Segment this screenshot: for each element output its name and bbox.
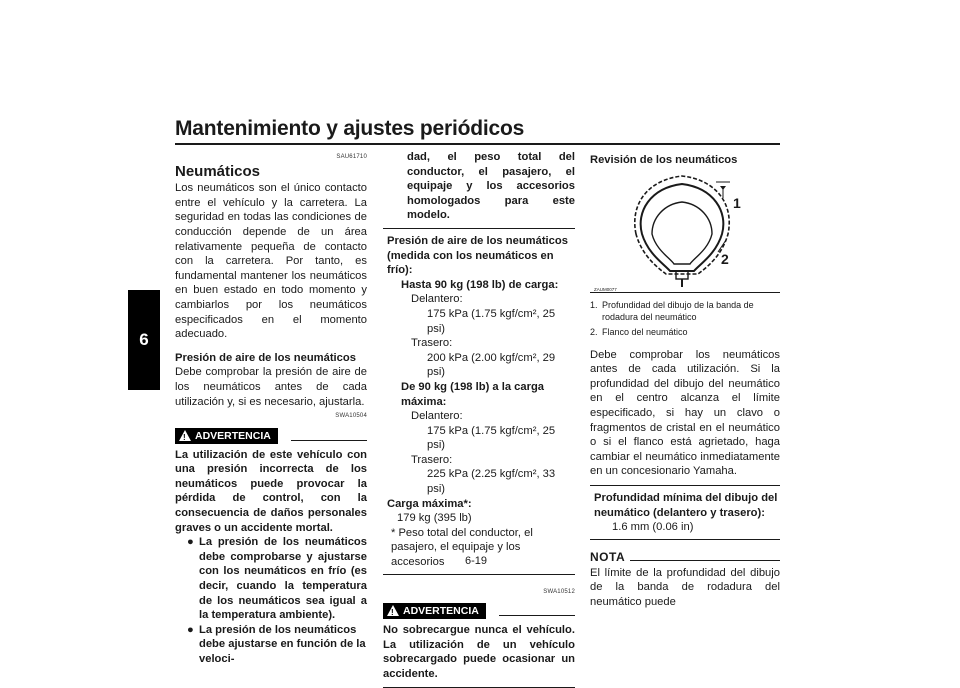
bullet-continuation: dad, el peso total del conductor, el pasajero, el equipaje y los accesorios homologados para este modelo.	[407, 151, 575, 222]
header-rule	[175, 143, 780, 145]
spec-title: Presión de aire de los neumáticos (medida con los neumáticos en frío):	[387, 234, 568, 277]
pressure-spec	[383, 229, 575, 574]
subsection-paragraph: Debe comprobar la presión de aire de los neumáticos antes de cada utilización y, si es necesario, ajustarla.	[175, 366, 367, 408]
warning-bullet	[187, 535, 367, 623]
spec-title: Profundidad mínima del dibujo del neumático (delantero y trasero):	[594, 491, 778, 519]
page-number: 6-19	[465, 555, 488, 567]
legend-number: 1.	[590, 299, 598, 310]
warning-label: ADVERTENCIA	[195, 429, 271, 442]
front-label: Delantero:	[411, 410, 463, 423]
warning-text: La utilización de este vehículo con una presión incorrecta de los neumáticos puede provocar la pérdida de control, con la consecuencia de daños personales graves o un accidente mortal.	[175, 448, 367, 534]
front-value: 175 kPa (1.75 kgf/cm², 25 psi)	[427, 307, 556, 335]
column-2	[383, 150, 575, 688]
max-load-label: Carga máxima*:	[387, 497, 472, 510]
chapter-tab: 6	[128, 290, 160, 390]
note-header	[590, 550, 780, 564]
warning-rule	[291, 440, 367, 441]
warning-icon	[387, 605, 399, 616]
warning-rule-bottom	[383, 687, 575, 688]
section-heading: Revisión de los neumáticos	[590, 154, 738, 166]
max-load-value: 179 kg (395 lb)	[397, 512, 472, 525]
warning-label: ADVERTENCIA	[403, 605, 479, 618]
spec-value: 1.6 mm (0.06 in)	[612, 521, 694, 534]
bullet-text: La presión de los neumáticos debe comprobarse y ajustarse con los neumáticos en frío (es decir, cuando la temperatura de los neumáticos sea igual a la temperatura ambiente).	[199, 536, 367, 622]
column-1	[175, 150, 367, 667]
warning-bullet	[187, 623, 367, 667]
warning-badge	[175, 428, 278, 444]
legend-number: 2.	[590, 326, 598, 337]
bullet-icon: ●	[187, 536, 194, 549]
bullet-text: La presión de los neumáticos debe ajustarse en función de la veloci-	[199, 623, 366, 665]
rear-label: Trasero:	[411, 453, 453, 466]
legend-text: Profundidad del dibujo de la banda de rodadura del neumático	[602, 299, 754, 322]
inspection-paragraph: Debe comprobar los neumáticos antes de cada utilización. Si la profundidad del dibujo del neumático en el centro alcanza el límite especificado, si hay un clavo o fragmentos de cristal en el neumático o si el flanco está agrietado, haga cambiar el neumático inmediatamente en un concesionario Yamaha.	[590, 348, 780, 478]
warning-badge	[383, 603, 486, 619]
legend-item	[590, 326, 780, 338]
front-value: 175 kPa (1.75 kgf/cm², 25 psi)	[427, 424, 556, 452]
warning-icon	[179, 430, 191, 441]
rear-value: 225 kPa (2.25 kgf/cm², 33 psi)	[427, 468, 556, 496]
note-rule	[630, 560, 780, 561]
front-label: Delantero:	[411, 293, 463, 306]
load-title: De 90 kg (198 lb) a la carga máxima:	[401, 380, 545, 408]
warning-code: SWA10512	[543, 588, 575, 595]
warning-header	[383, 603, 575, 619]
load-title: Hasta 90 kg (198 lb) de carga:	[401, 278, 559, 291]
section-heading: Neumáticos	[175, 162, 261, 180]
callout-1: 1	[733, 194, 741, 211]
callout-2: 2	[721, 250, 729, 267]
note-label: NOTA	[590, 549, 626, 564]
figure-legend	[590, 293, 780, 338]
subsection-heading: Presión de aire de los neumáticos	[175, 351, 356, 364]
tire-figure	[590, 168, 780, 290]
tread-depth-spec	[590, 486, 780, 539]
note-text: El límite de la profundidad del dibujo de la banda de rodadura del neumático puede	[590, 566, 780, 608]
intro-paragraph: Los neumáticos son el único contacto entre el vehículo y la carretera. La seguridad en todas las condiciones de conducción depende de un área relativamente pequeña de contacto con la carretera. Por tanto, es fundamental mantener los neumáticos en buen estado en todo momento y cambiarlos por los neumáticos especificados en el momento adecuado.	[175, 182, 367, 341]
bullet-icon: ●	[187, 623, 194, 636]
footnote: * Peso total del conductor, el pasajero, el equipaje y los accesorios	[391, 526, 533, 569]
tire-diagram-icon	[590, 168, 780, 290]
page-title: Mantenimiento y ajustes periódicos	[175, 117, 525, 140]
column-3	[590, 150, 780, 610]
warning-code: SWA10504	[335, 413, 367, 420]
warning-header	[175, 428, 367, 444]
warning-text: No sobrecargue nunca el vehículo. La utilización de un vehículo sobrecargado puede ocasionar un accidente.	[383, 624, 575, 680]
rear-label: Trasero:	[411, 337, 453, 350]
legend-item	[590, 299, 780, 323]
rear-value: 200 kPa (2.00 kgf/cm², 29 psi)	[427, 351, 556, 379]
section-code: SAU61710	[336, 154, 367, 160]
legend-text: Flanco del neumático	[602, 326, 688, 337]
warning-rule	[499, 615, 575, 616]
figure-code: ZAUM0077	[594, 286, 617, 292]
